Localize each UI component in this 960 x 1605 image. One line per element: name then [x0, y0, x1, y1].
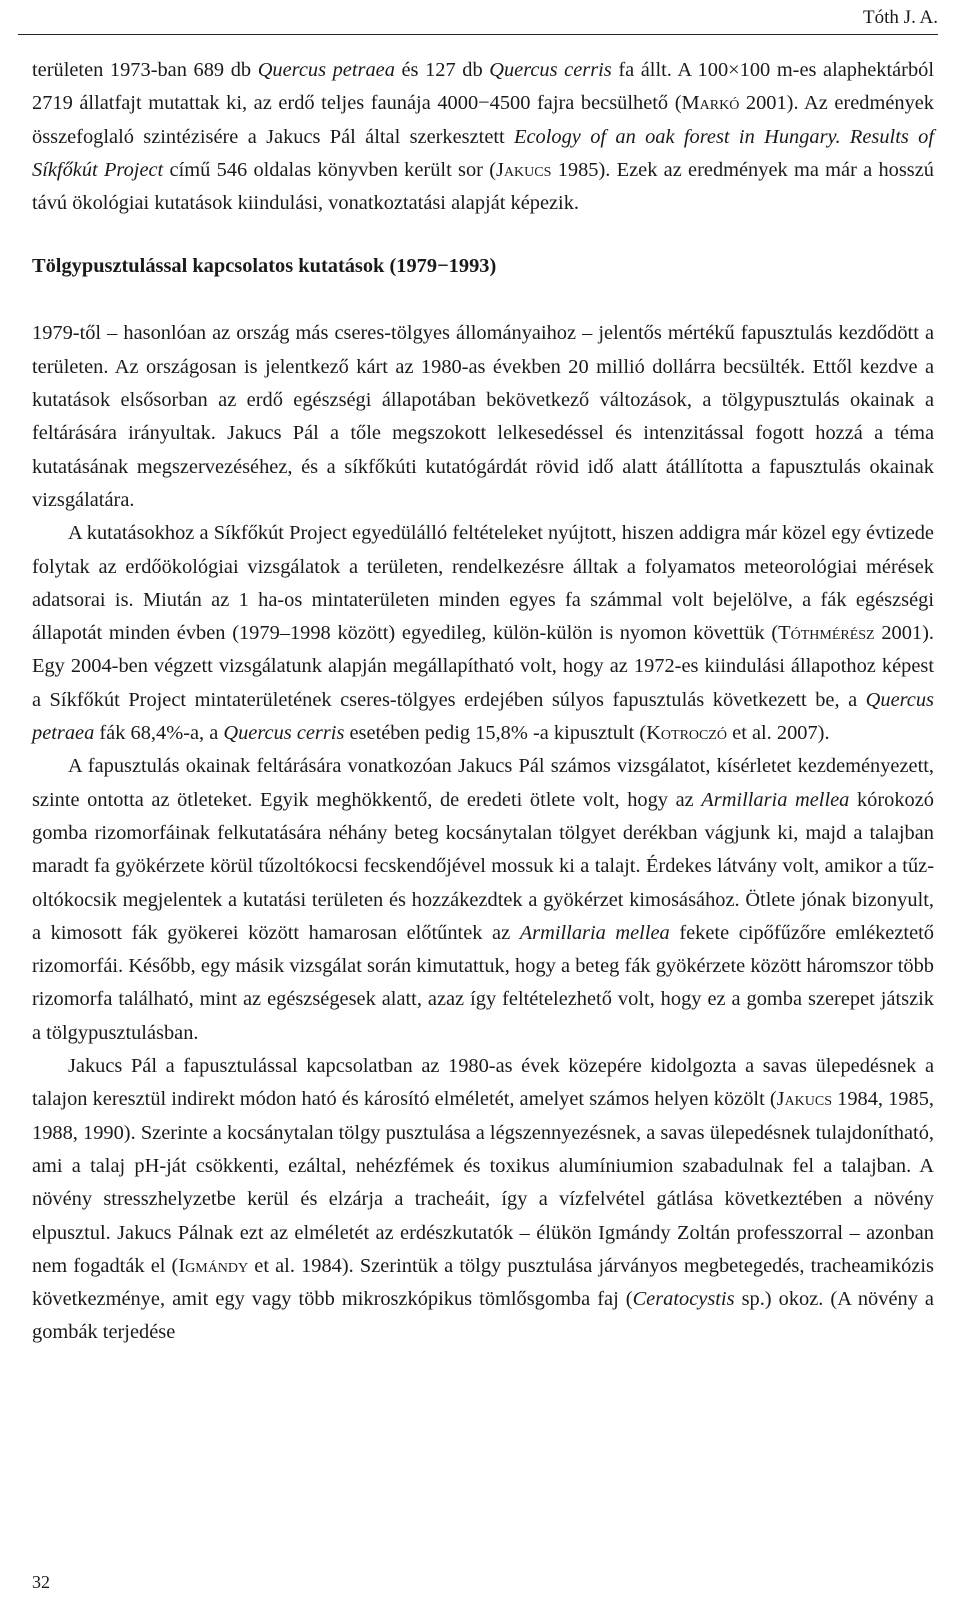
page-body [32, 54, 934, 1350]
body-paragraph: 1979-től – hasonlóan az ország más cseres-tölgyes állományaihoz – jelentős mértékű fapusztulás kezdődött a területen. Az országosan is jelentkező kárt az 1980-as években 20 millió dollárra becsülték. Ettől kezdve a kutatások elsősorban az erdő egészségi állapotában bekövetkező változások, a tölgypusztulás okainak a feltárására irányultak. Jakucs Pál a tőle megszokott lelkesedéssel és intenzitással fogott hozzá a téma kutatásának megszervezéséhez, és a síkfőkúti kutatógárdát rövid idő alatt átállította a fapusztulás okainak vizsgálatára. [32, 322, 934, 511]
section-heading: Tölgypusztulással kapcsolatos kutatások (1979−1993) [32, 255, 497, 278]
running-head: Tóth J. A. [863, 7, 938, 28]
page-number: 32 [32, 1572, 50, 1592]
page-header [18, 8, 938, 35]
body-paragraph: A fapusztulás okainak feltárására vonatkozóan Jakucs Pál számos vizsgálatot, kísérletet kezdeményezett, szinte ontotta az ötleteket. Egyik meghökkentő, de eredeti ötlete volt, hogy az Armillaria mellea kórokozó gomba rizomorfáinak felkutatására néhány beteg kocsánytalan tölgyet derékban vágjunk ki, majd a talajban maradt fa gyökérzete körül tűzoltókocsi fecskendőjével mossuk ki a talajt. Érdekes látvány volt, amikor a tűzoltókocsik megjelentek a kutatási területen és hozzákezdtek a gyökérzet kimosásához. Ötlete jónak bizonyult, a kimosott fák gyökerei között hamarosan előtűntek az Armillaria mellea fekete cipőfűzőre emlékeztető rizomorfái. Később, egy másik vizsgálat során kimutattuk, hogy a beteg fák gyökérzete között háromszor több rizomorfa található, mint az egészségesek alatt, azaz így feltételezhető volt, hogy ez a gomba szerepet játszik a tölgypusztulásban. [32, 755, 934, 1044]
body-paragraph: Jakucs Pál a fapusztulással kapcsolatban az 1980-as évek közepére kidolgozta a savas ülepedésnek a talajon keresztül indirekt módon ható és károsító elméletét, amelyet számos helyen közölt (Jakucs 1984, 1985, 1988, 1990). Szerinte a kocsánytalan tölgy pusztulása a légszennyezésnek, a savas ülepedésnek tulajdonítható, ami a talaj pH-ját csökkenti, ezáltal, nehézfémek és toxikus alumíniumion szabadulnak fel a talajban. A növény stresszhelyzetbe kerül és elzárja a tracheáit, így a vízfelvétel gátlása következtében a növény elpusztul. Jakucs Pálnak ezt az elméletét az erdészkutatók – élükön Igmándy Zoltán professzorral – azonban nem fogadták el (Igmándy et al. 1984). Szerintük a tölgy pusztulása járványos megbetegedés, tracheamikózis következménye, amit egy vagy több mikroszkópikus tömlősgomba faj (Ceratocystis sp.) okoz. (A növény a gombák terjedése [32, 1055, 934, 1344]
body-paragraph: A kutatásokhoz a Síkfőkút Project egyedülálló feltételeket nyújtott, hiszen addigra már közel egy évtizede folytak az erdőökológiai vizsgálatok a területen, rendelkezésre álltak a folyamatos meteorológiai mérések adatsorai is. Miután az 1 ha-os mintaterületen minden egyes fa számmal volt bejelölve, a fák egészségi állapotát minden évben (1979–1998 között) egyedileg, külön-külön is nyomon követtük (Tóthmérész 2001). Egy 2004-ben végzett vizsgálatunk alapján megállapítható volt, hogy az 1972-es kiindulási állapothoz képest a Síkfőkút Project mintaterületének cseres-tölgyes erdejében súlyos fapusztulás következett be, a Quercus petraea fák 68,4%-a, a Quercus cerris esetében pedig 15,8% -a kipusztult (Kotroczó et al. 2007). [32, 522, 934, 745]
body-paragraph: területen 1973-ban 689 db Quercus petraea és 127 db Quercus cerris fa állt. A 100×100 m-es alaphektárból 2719 állatfajt mutattak ki, az erdő teljes faunája 4000−4500 fajra becsülhető (Markó 2001). Az eredmények összefoglaló szintézisére a Jakucs Pál által szerkesztett Ecology of an oak forest in Hungary. Results of Síkfőkút Project című 546 oldalas könyvben került sor (Jakucs 1985). Ezek az eredmények ma már a hosszú távú ökológiai kutatások kiindulási, vonatkoztatási alapját képezik. [32, 59, 935, 215]
